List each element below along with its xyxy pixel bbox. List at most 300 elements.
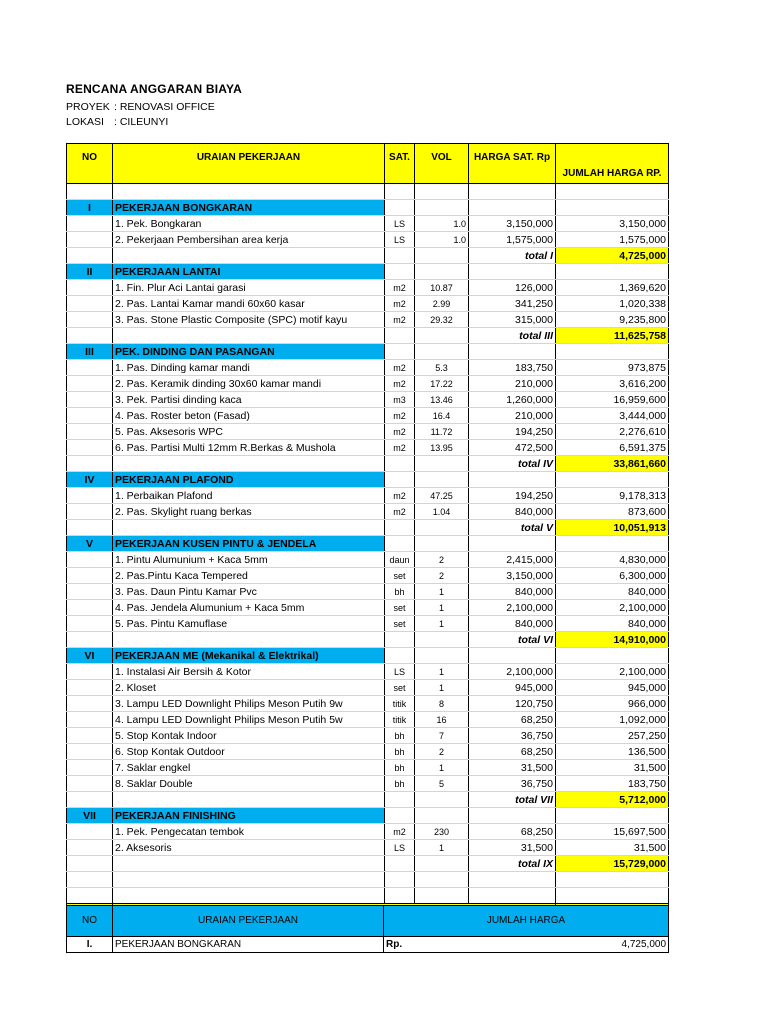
- item-description: 2. Pekerjaan Pembersihan area kerja: [113, 232, 385, 248]
- item-description: 6. Pas. Partisi Multi 12mm R.Berkas & Mushola: [113, 440, 385, 456]
- empty-cell: [67, 328, 113, 344]
- empty-cell: [415, 344, 469, 360]
- section-number: VI: [67, 648, 113, 664]
- item-no-cell: [67, 680, 113, 696]
- empty-cell: [556, 536, 669, 552]
- item-unit: LS: [385, 232, 415, 248]
- empty-cell: [415, 856, 469, 872]
- item-no-cell: [67, 760, 113, 776]
- empty-cell: [556, 472, 669, 488]
- item-description: 1. Fin. Plur Aci Lantai garasi: [113, 280, 385, 296]
- item-unit-price: 31,500: [469, 760, 556, 776]
- item-row: [67, 696, 669, 712]
- proyek-value: : RENOVASI OFFICE: [114, 101, 215, 113]
- empty-cell: [556, 808, 669, 824]
- item-no-cell: [67, 312, 113, 328]
- lokasi-label: LOKASI: [66, 116, 104, 128]
- section-name: PEKERJAAN FINISHING: [113, 808, 385, 824]
- empty-cell: [113, 328, 385, 344]
- item-unit: m2: [385, 440, 415, 456]
- section-total-row: [67, 792, 669, 808]
- item-volume: 1: [415, 680, 469, 696]
- item-volume: 7: [415, 728, 469, 744]
- section-name: PEKERJAAN BONGKARAN: [113, 200, 385, 216]
- item-total: 966,000: [556, 696, 669, 712]
- item-row: [67, 552, 669, 568]
- item-row: [67, 504, 669, 520]
- item-description: 5. Stop Kontak Indoor: [113, 728, 385, 744]
- item-no-cell: [67, 280, 113, 296]
- item-description: 2. Pas. Keramik dinding 30x60 kamar mandi: [113, 376, 385, 392]
- item-description: 5. Pas. Pintu Kamuflase: [113, 616, 385, 632]
- section-row: [67, 264, 669, 280]
- empty-cell: [385, 248, 415, 264]
- item-row: [67, 824, 669, 840]
- item-total: 3,616,200: [556, 376, 669, 392]
- spacer-row: [67, 184, 669, 200]
- item-total: 945,000: [556, 680, 669, 696]
- item-total: 257,250: [556, 728, 669, 744]
- section-total-row: [67, 248, 669, 264]
- section-total-label: total VI: [469, 632, 556, 648]
- section-total-label: total VII: [469, 792, 556, 808]
- document-header: [66, 82, 242, 130]
- item-volume: 1: [415, 584, 469, 600]
- empty-cell: [385, 888, 415, 904]
- item-unit-price: 36,750: [469, 728, 556, 744]
- item-unit: m2: [385, 312, 415, 328]
- col-header-uraian: URAIAN PEKERJAAN: [113, 144, 385, 184]
- item-unit-price: 3,150,000: [469, 216, 556, 232]
- item-volume: 10.87: [415, 280, 469, 296]
- empty-cell: [385, 520, 415, 536]
- item-row: [67, 616, 669, 632]
- item-unit: m2: [385, 504, 415, 520]
- empty-cell: [385, 344, 415, 360]
- item-volume: 1.0: [415, 232, 469, 248]
- item-unit-price: 1,575,000: [469, 232, 556, 248]
- item-unit: bh: [385, 744, 415, 760]
- summary-row-no: I.: [67, 937, 113, 953]
- item-total: 1,369,620: [556, 280, 669, 296]
- empty-cell: [385, 808, 415, 824]
- item-no-cell: [67, 568, 113, 584]
- empty-cell: [469, 184, 556, 200]
- item-unit-price: 68,250: [469, 712, 556, 728]
- item-row: [67, 392, 669, 408]
- spacer-row: [67, 872, 669, 888]
- item-total: 4,830,000: [556, 552, 669, 568]
- empty-cell: [385, 184, 415, 200]
- section-total-row: [67, 456, 669, 472]
- item-total: 3,444,000: [556, 408, 669, 424]
- item-unit-price: 68,250: [469, 744, 556, 760]
- item-volume: 5.3: [415, 360, 469, 376]
- item-volume: 13.46: [415, 392, 469, 408]
- item-unit: LS: [385, 216, 415, 232]
- empty-cell: [385, 328, 415, 344]
- item-total: 2,100,000: [556, 664, 669, 680]
- item-volume: 11.72: [415, 424, 469, 440]
- empty-cell: [113, 872, 385, 888]
- section-number: II: [67, 264, 113, 280]
- item-no-cell: [67, 712, 113, 728]
- item-total: 2,276,610: [556, 424, 669, 440]
- item-description: 2. Pas. Skylight ruang berkas: [113, 504, 385, 520]
- item-unit-price: 840,000: [469, 504, 556, 520]
- item-no-cell: [67, 504, 113, 520]
- item-volume: 1: [415, 664, 469, 680]
- item-unit: m2: [385, 424, 415, 440]
- summary-header-no: NO: [67, 906, 113, 937]
- item-description: 8. Saklar Double: [113, 776, 385, 792]
- item-volume: 1: [415, 840, 469, 856]
- item-unit: m2: [385, 376, 415, 392]
- item-no-cell: [67, 840, 113, 856]
- item-volume: 1: [415, 600, 469, 616]
- section-row: [67, 648, 669, 664]
- item-unit-price: 120,750: [469, 696, 556, 712]
- item-no-cell: [67, 584, 113, 600]
- item-description: 3. Pas. Daun Pintu Kamar Pvc: [113, 584, 385, 600]
- item-unit: set: [385, 616, 415, 632]
- item-volume: 2: [415, 552, 469, 568]
- empty-cell: [67, 872, 113, 888]
- item-description: 2. Kloset: [113, 680, 385, 696]
- summary-row: [67, 937, 669, 953]
- section-number: I: [67, 200, 113, 216]
- empty-cell: [415, 792, 469, 808]
- item-volume: 16.4: [415, 408, 469, 424]
- section-total-value: 10,051,913: [556, 520, 669, 536]
- item-no-cell: [67, 376, 113, 392]
- item-row: [67, 664, 669, 680]
- item-unit: m2: [385, 296, 415, 312]
- section-name: PEKERJAAN LANTAI: [113, 264, 385, 280]
- item-description: 2. Aksesoris: [113, 840, 385, 856]
- empty-cell: [415, 456, 469, 472]
- item-row: [67, 712, 669, 728]
- item-unit: m2: [385, 824, 415, 840]
- empty-cell: [415, 520, 469, 536]
- item-row: [67, 280, 669, 296]
- item-row: [67, 680, 669, 696]
- item-row: [67, 840, 669, 856]
- col-header-sat: SAT.: [385, 144, 415, 184]
- item-unit-price: 315,000: [469, 312, 556, 328]
- item-unit-price: 31,500: [469, 840, 556, 856]
- empty-cell: [469, 808, 556, 824]
- item-unit: titik: [385, 696, 415, 712]
- item-row: [67, 776, 669, 792]
- empty-cell: [469, 536, 556, 552]
- item-volume: 13.95: [415, 440, 469, 456]
- item-unit: bh: [385, 728, 415, 744]
- summary-row-value: 4,725,000: [484, 937, 669, 953]
- item-total: 873,600: [556, 504, 669, 520]
- section-total-label: total V: [469, 520, 556, 536]
- item-unit: bh: [385, 584, 415, 600]
- boq-header-row: [67, 144, 669, 184]
- item-unit: bh: [385, 760, 415, 776]
- section-total-value: 5,712,000: [556, 792, 669, 808]
- item-no-cell: [67, 696, 113, 712]
- item-volume: 17.22: [415, 376, 469, 392]
- item-row: [67, 744, 669, 760]
- item-total: 6,300,000: [556, 568, 669, 584]
- empty-cell: [469, 264, 556, 280]
- item-row: [67, 488, 669, 504]
- section-number: VII: [67, 808, 113, 824]
- empty-cell: [415, 248, 469, 264]
- section-total-label: total IX: [469, 856, 556, 872]
- item-row: [67, 760, 669, 776]
- section-row: [67, 536, 669, 552]
- item-no-cell: [67, 440, 113, 456]
- item-description: 5. Pas. Aksesoris WPC: [113, 424, 385, 440]
- item-unit: m2: [385, 488, 415, 504]
- item-row: [67, 600, 669, 616]
- section-name: PEKERJAAN PLAFOND: [113, 472, 385, 488]
- boq-table: [66, 143, 669, 936]
- item-no-cell: [67, 664, 113, 680]
- item-unit-price: 194,250: [469, 488, 556, 504]
- item-total: 2,100,000: [556, 600, 669, 616]
- section-row: [67, 200, 669, 216]
- section-name: PEKERJAAN ME (Mekanikal & Elektrikal): [113, 648, 385, 664]
- item-unit: m3: [385, 392, 415, 408]
- item-unit-price: 194,250: [469, 424, 556, 440]
- section-row: [67, 472, 669, 488]
- section-total-label: total IV: [469, 456, 556, 472]
- section-row: [67, 808, 669, 824]
- empty-cell: [469, 648, 556, 664]
- item-total: 973,875: [556, 360, 669, 376]
- empty-cell: [415, 536, 469, 552]
- section-total-label: total I: [469, 248, 556, 264]
- item-unit-price: 2,100,000: [469, 600, 556, 616]
- item-volume: 1.04: [415, 504, 469, 520]
- empty-cell: [113, 184, 385, 200]
- item-volume: 230: [415, 824, 469, 840]
- item-row: [67, 728, 669, 744]
- empty-cell: [113, 248, 385, 264]
- section-row: [67, 344, 669, 360]
- item-description: 1. Pintu Alumunium + Kaca 5mm: [113, 552, 385, 568]
- section-total-row: [67, 632, 669, 648]
- item-description: 1. Pek. Bongkaran: [113, 216, 385, 232]
- empty-cell: [385, 264, 415, 280]
- item-total: 183,750: [556, 776, 669, 792]
- item-description: 4. Pas. Jendela Alumunium + Kaca 5mm: [113, 600, 385, 616]
- item-volume: 2: [415, 568, 469, 584]
- item-description: 4. Lampu LED Downlight Philips Meson Putih 5w: [113, 712, 385, 728]
- item-unit: set: [385, 600, 415, 616]
- item-total: 31,500: [556, 760, 669, 776]
- empty-cell: [415, 888, 469, 904]
- empty-cell: [385, 200, 415, 216]
- col-header-jumlah: JUMLAH HARGA RP.: [556, 144, 669, 184]
- item-unit: titik: [385, 712, 415, 728]
- item-row: [67, 584, 669, 600]
- item-description: 7. Saklar engkel: [113, 760, 385, 776]
- summary-row-currency: Rp.: [384, 937, 484, 953]
- item-volume: 2.99: [415, 296, 469, 312]
- proyek-label: PROYEK: [66, 101, 110, 113]
- item-unit: m2: [385, 408, 415, 424]
- empty-cell: [469, 472, 556, 488]
- item-unit: LS: [385, 840, 415, 856]
- item-no-cell: [67, 488, 113, 504]
- item-volume: 2: [415, 744, 469, 760]
- item-volume: 47.25: [415, 488, 469, 504]
- empty-cell: [556, 264, 669, 280]
- item-unit-price: 210,000: [469, 408, 556, 424]
- empty-cell: [67, 632, 113, 648]
- item-description: 3. Pek. Partisi dinding kaca: [113, 392, 385, 408]
- empty-cell: [385, 456, 415, 472]
- item-description: 1. Pas. Dinding kamar mandi: [113, 360, 385, 376]
- item-row: [67, 360, 669, 376]
- empty-cell: [67, 888, 113, 904]
- item-no-cell: [67, 360, 113, 376]
- item-no-cell: [67, 296, 113, 312]
- spacer-row: [67, 888, 669, 904]
- col-header-harga-sat: HARGA SAT. Rp: [469, 144, 556, 184]
- empty-cell: [556, 888, 669, 904]
- item-no-cell: [67, 616, 113, 632]
- section-total-value: 33,861,660: [556, 456, 669, 472]
- empty-cell: [469, 200, 556, 216]
- empty-cell: [385, 536, 415, 552]
- item-unit: bh: [385, 776, 415, 792]
- summary-header-row: [67, 906, 669, 937]
- item-description: 2. Pas.Pintu Kaca Tempered: [113, 568, 385, 584]
- item-description: 1. Instalasi Air Bersih & Kotor: [113, 664, 385, 680]
- project-info: [66, 100, 242, 130]
- empty-cell: [113, 520, 385, 536]
- item-volume: 1: [415, 616, 469, 632]
- empty-cell: [385, 792, 415, 808]
- item-total: 136,500: [556, 744, 669, 760]
- item-no-cell: [67, 424, 113, 440]
- item-row: [67, 376, 669, 392]
- section-name: PEK. DINDING DAN PASANGAN: [113, 344, 385, 360]
- item-row: [67, 312, 669, 328]
- item-no-cell: [67, 232, 113, 248]
- empty-cell: [415, 648, 469, 664]
- empty-cell: [556, 872, 669, 888]
- summary-header-jumlah: JUMLAH HARGA: [384, 906, 669, 937]
- item-unit-price: 210,000: [469, 376, 556, 392]
- item-row: [67, 232, 669, 248]
- empty-cell: [67, 184, 113, 200]
- section-total-row: [67, 520, 669, 536]
- empty-cell: [67, 856, 113, 872]
- item-total: 1,092,000: [556, 712, 669, 728]
- item-total: 840,000: [556, 584, 669, 600]
- empty-cell: [67, 520, 113, 536]
- item-row: [67, 568, 669, 584]
- item-no-cell: [67, 408, 113, 424]
- item-row: [67, 424, 669, 440]
- section-number: V: [67, 536, 113, 552]
- item-no-cell: [67, 552, 113, 568]
- section-total-value: 15,729,000: [556, 856, 669, 872]
- item-unit: set: [385, 680, 415, 696]
- item-unit: m2: [385, 360, 415, 376]
- item-total: 9,235,800: [556, 312, 669, 328]
- summary-row-desc: PEKERJAAN BONGKARAN: [113, 937, 384, 953]
- item-volume: 1.0: [415, 216, 469, 232]
- item-unit-price: 840,000: [469, 584, 556, 600]
- item-row: [67, 440, 669, 456]
- item-unit-price: 3,150,000: [469, 568, 556, 584]
- item-volume: 29.32: [415, 312, 469, 328]
- item-unit-price: 1,260,000: [469, 392, 556, 408]
- empty-cell: [113, 888, 385, 904]
- empty-cell: [415, 264, 469, 280]
- empty-cell: [113, 456, 385, 472]
- empty-cell: [469, 872, 556, 888]
- empty-cell: [415, 872, 469, 888]
- item-no-cell: [67, 728, 113, 744]
- lokasi-value: : CILEUNYI: [114, 116, 169, 128]
- item-no-cell: [67, 392, 113, 408]
- empty-cell: [415, 472, 469, 488]
- item-unit-price: 2,415,000: [469, 552, 556, 568]
- empty-cell: [415, 328, 469, 344]
- empty-cell: [556, 648, 669, 664]
- item-description: 3. Lampu LED Downlight Philips Meson Putih 9w: [113, 696, 385, 712]
- item-total: 15,697,500: [556, 824, 669, 840]
- item-volume: 8: [415, 696, 469, 712]
- empty-cell: [415, 632, 469, 648]
- section-total-value: 11,625,758: [556, 328, 669, 344]
- section-number: III: [67, 344, 113, 360]
- item-unit: LS: [385, 664, 415, 680]
- section-total-label: total III: [469, 328, 556, 344]
- empty-cell: [385, 632, 415, 648]
- summary-table: [66, 905, 669, 953]
- empty-cell: [556, 184, 669, 200]
- item-description: 6. Stop Kontak Outdoor: [113, 744, 385, 760]
- item-total: 1,575,000: [556, 232, 669, 248]
- item-total: 3,150,000: [556, 216, 669, 232]
- item-total: 6,591,375: [556, 440, 669, 456]
- empty-cell: [385, 872, 415, 888]
- section-number: IV: [67, 472, 113, 488]
- item-row: [67, 296, 669, 312]
- empty-cell: [556, 344, 669, 360]
- empty-cell: [113, 856, 385, 872]
- col-header-no: NO: [67, 144, 113, 184]
- item-volume: 16: [415, 712, 469, 728]
- empty-cell: [469, 344, 556, 360]
- section-name: PEKERJAAN KUSEN PINTU & JENDELA: [113, 536, 385, 552]
- item-unit-price: 945,000: [469, 680, 556, 696]
- item-unit: m2: [385, 280, 415, 296]
- item-unit: daun: [385, 552, 415, 568]
- empty-cell: [556, 200, 669, 216]
- item-description: 1. Pek. Pengecatan tembok: [113, 824, 385, 840]
- empty-cell: [385, 856, 415, 872]
- item-unit-price: 840,000: [469, 616, 556, 632]
- item-description: 3. Pas. Stone Plastic Composite (SPC) motif kayu: [113, 312, 385, 328]
- item-unit-price: 183,750: [469, 360, 556, 376]
- item-unit-price: 341,250: [469, 296, 556, 312]
- item-volume: 5: [415, 776, 469, 792]
